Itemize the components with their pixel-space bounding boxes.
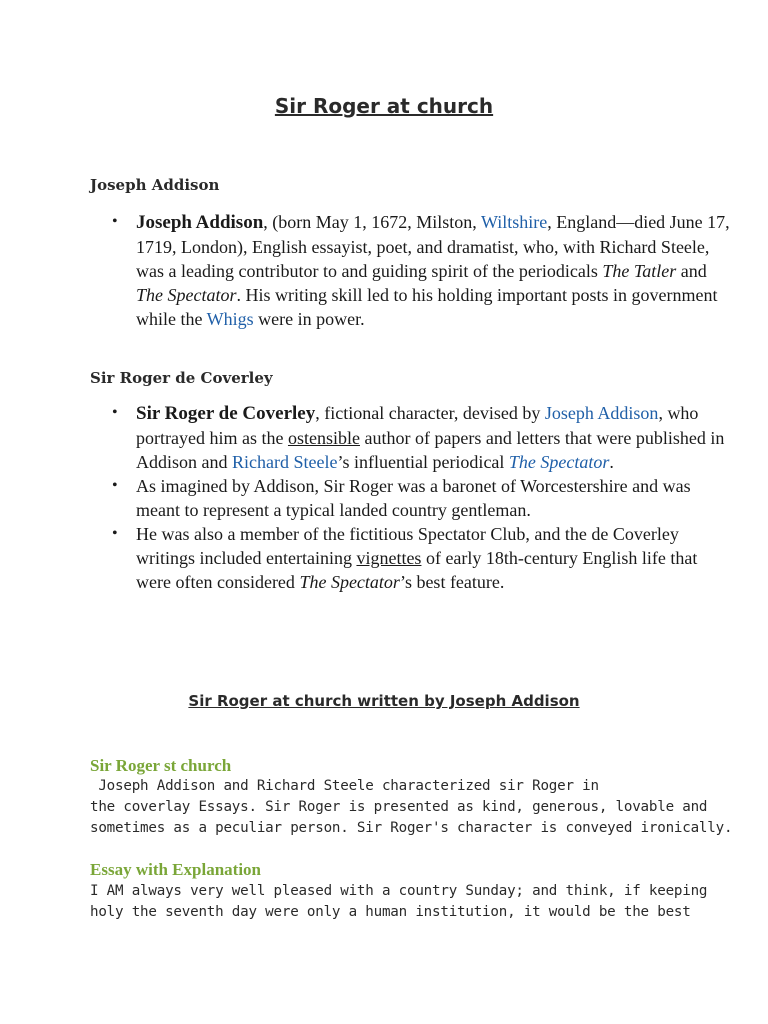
bullet-lead: Sir Roger de Coverley: [136, 403, 316, 424]
the-spectator-link[interactable]: The Spectator: [508, 452, 610, 472]
coverley-bullet-list: [90, 401, 736, 594]
spectator-title: The Spectator: [136, 285, 237, 305]
bullet-text: , fictional character, devised by: [315, 403, 545, 423]
bullet-text: of early 18th-century English life that were often considered: [136, 548, 698, 592]
bullet-text: He was also a member of the fictitious Spectator Club, and the de Coverley writings included entertaining: [136, 524, 679, 568]
essay-subtitle: Sir Roger at church written by Joseph Addison: [188, 692, 580, 710]
richard-steele-link[interactable]: Richard Steele: [232, 452, 338, 472]
ostensible-term: ostensible: [287, 428, 360, 448]
church-paragraph: [90, 776, 733, 839]
bullet-text: ’s best feature.: [399, 572, 505, 592]
page-title: Sir Roger at church: [274, 94, 494, 118]
section-heading-joseph-addison: Joseph Addison: [90, 176, 220, 194]
wiltshire-link[interactable]: Wiltshire: [480, 212, 548, 232]
essay-paragraph: [90, 881, 708, 923]
whigs-link[interactable]: Whigs: [206, 309, 254, 329]
bullet-text: .: [609, 452, 614, 472]
bullet-text: . His writing skill led to his holding important posts in government while the: [136, 285, 718, 329]
paragraph-line: Joseph Addison and Richard Steele characterized sir Roger in: [90, 778, 599, 794]
paragraph-line: I AM always very well pleased with a country Sunday; and think, if keeping: [90, 883, 708, 899]
bullet-text: , who portrayed him as the: [136, 403, 699, 448]
bullet-text: were in power.: [253, 309, 365, 329]
paragraph-line: holy the seventh day were only a human institution, it would be the best: [90, 904, 691, 920]
section-heading-church: Sir Roger st church: [90, 756, 232, 775]
vignettes-term: vignettes: [356, 548, 422, 568]
bullet-lead: Joseph Addison: [136, 212, 264, 233]
list-item: [136, 210, 736, 331]
list-item: [136, 522, 736, 594]
joseph-addison-link[interactable]: Joseph Addison: [544, 403, 659, 423]
list-item: • As imagined by Addison, Sir Roger was a baronet of Worcestershire and was meant to represent a typical landed country gentleman.: [136, 474, 736, 522]
section-heading-essay: Essay with Explanation: [90, 860, 261, 879]
tatler-title: The Tatler: [602, 261, 677, 281]
paragraph-line: the coverlay Essays. Sir Roger is presented as kind, generous, lovable and: [90, 799, 708, 815]
bullet-text: , England—died June 17, 1719, London), English essayist, poet, and dramatist, who, with Richard Steele, was a leading contributor to and guiding spirit of the periodicals: [136, 212, 730, 281]
paragraph-line: sometimes as a peculiar person. Sir Roger's character is conveyed ironically.: [90, 820, 733, 836]
spectator-title: The Spectator: [299, 572, 400, 592]
addison-bullet-list: [90, 210, 736, 331]
list-item: [136, 401, 736, 474]
bullet-text: ’s influential periodical: [337, 452, 509, 472]
bullet-text: , (born May 1, 1672, Milston,: [263, 212, 481, 232]
bullet-text: and: [676, 261, 707, 281]
section-heading-sir-roger: Sir Roger de Coverley: [90, 369, 273, 387]
bullet-text: author of papers and letters that were published in Addison and: [136, 428, 725, 472]
